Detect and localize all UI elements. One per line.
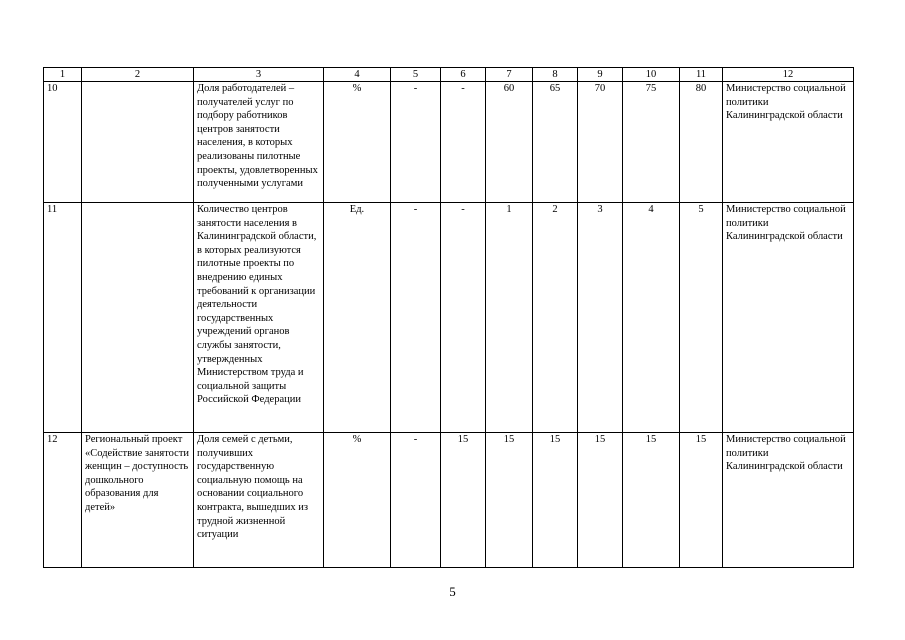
indicator-cell: Доля семей с детьми, получивших государственную социальную помощь на основании социального контракта, вышедших из трудной жизненной ситуации [194, 433, 324, 568]
table-row [44, 203, 854, 433]
indicator-cell: Доля работодателей – получателей услуг по подбору работников центров занятости населения, в которых реализованы пилотные проекты, удовлетворенных полученными услугами [194, 82, 324, 203]
value-cell: 15 [623, 433, 680, 568]
unit-cell: % [324, 433, 391, 568]
value-cell: - [391, 82, 441, 203]
row-number: 11 [44, 203, 82, 433]
value-cell: 15 [533, 433, 578, 568]
header-cell: 7 [486, 68, 533, 82]
unit-cell: % [324, 82, 391, 203]
row-number: 12 [44, 433, 82, 568]
header-cell: 5 [391, 68, 441, 82]
unit-cell: Ед. [324, 203, 391, 433]
header-cell: 4 [324, 68, 391, 82]
value-cell: 15 [578, 433, 623, 568]
project-cell: Региональный проект «Содействие занятости женщин – доступность дошкольного образования для детей» [82, 433, 194, 568]
project-cell [82, 203, 194, 433]
value-cell: 60 [486, 82, 533, 203]
indicator-cell: Количество центров занятости населения в Калининградской области, в которых реализуются пилотные проекты по внедрению единых требований к организации деятельности государственных учреждений органов службы занятости, утвержденных Министерством труда и социальной защиты Российской Федерации [194, 203, 324, 433]
value-cell: - [391, 203, 441, 433]
header-row [44, 68, 854, 82]
value-cell: - [441, 82, 486, 203]
value-cell: 5 [680, 203, 723, 433]
value-cell: 15 [441, 433, 486, 568]
header-cell: 9 [578, 68, 623, 82]
page-number: 5 [449, 584, 456, 599]
header-cell: 3 [194, 68, 324, 82]
value-cell: 65 [533, 82, 578, 203]
value-cell: 80 [680, 82, 723, 203]
header-cell: 11 [680, 68, 723, 82]
value-cell: 15 [486, 433, 533, 568]
responsible-cell: Министерство социальной политики Калининградской области [723, 433, 854, 568]
header-cell: 10 [623, 68, 680, 82]
value-cell: 2 [533, 203, 578, 433]
header-cell: 2 [82, 68, 194, 82]
value-cell: 4 [623, 203, 680, 433]
value-cell: 1 [486, 203, 533, 433]
header-cell: 1 [44, 68, 82, 82]
value-cell: 75 [623, 82, 680, 203]
responsible-cell: Министерство социальной политики Калининградской области [723, 82, 854, 203]
header-cell: 12 [723, 68, 854, 82]
value-cell: - [441, 203, 486, 433]
header-cell: 8 [533, 68, 578, 82]
value-cell: 15 [680, 433, 723, 568]
row-number: 10 [44, 82, 82, 203]
table-row [44, 433, 854, 568]
indicators-table [43, 67, 854, 568]
header-cell: 6 [441, 68, 486, 82]
project-cell [82, 82, 194, 203]
responsible-cell: Министерство социальной политики Калининградской области [723, 203, 854, 433]
value-cell: 70 [578, 82, 623, 203]
value-cell: 3 [578, 203, 623, 433]
value-cell: - [391, 433, 441, 568]
table-row [44, 82, 854, 203]
